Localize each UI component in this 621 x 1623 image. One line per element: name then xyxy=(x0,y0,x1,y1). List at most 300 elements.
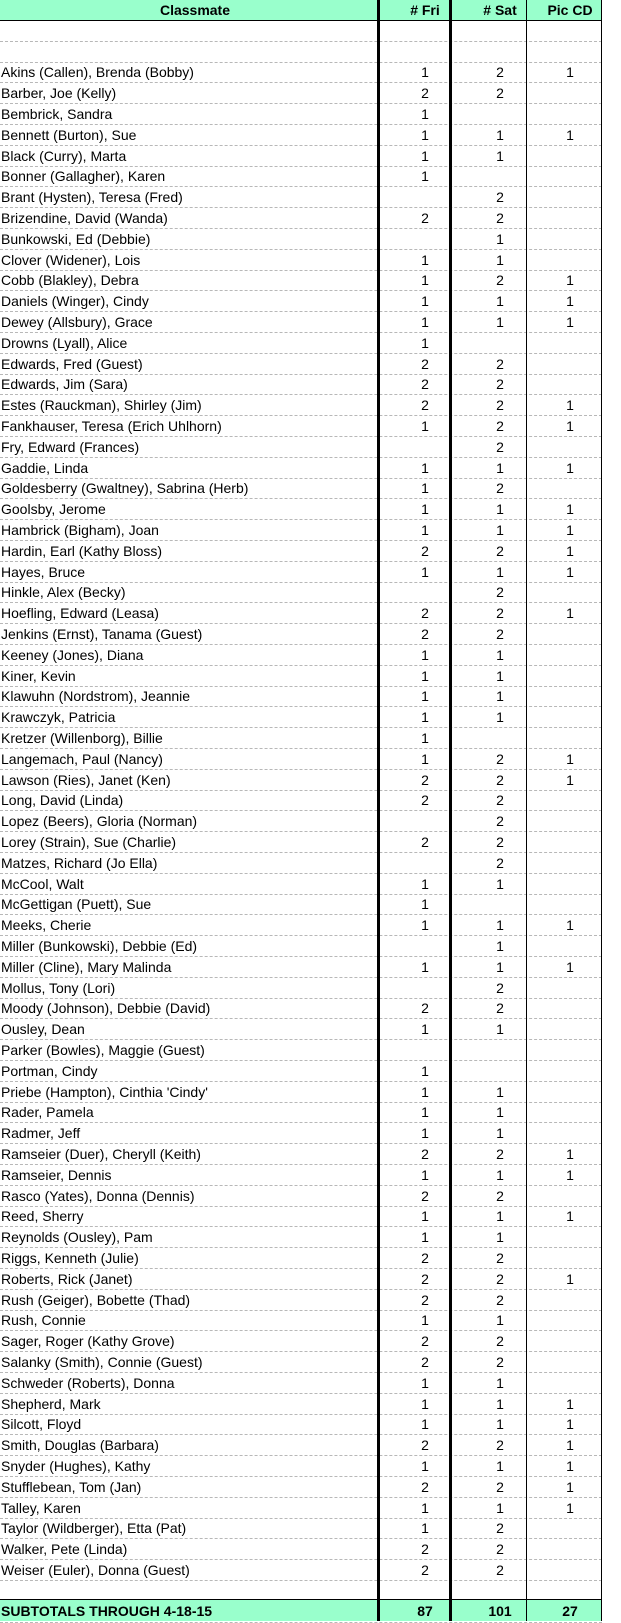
pic-cd-cell[interactable] xyxy=(538,1061,602,1081)
sat-cell[interactable]: 1 xyxy=(496,709,504,726)
pic-cd-cell[interactable] xyxy=(538,146,602,166)
pic-cd-cell[interactable] xyxy=(538,728,602,748)
pic-cd-cell[interactable]: 1 xyxy=(566,1270,574,1287)
pic-cd-cell[interactable] xyxy=(538,1581,602,1601)
name-cell[interactable]: Roberts, Rick (Janet) xyxy=(1,1270,133,1287)
pic-cd-cell[interactable]: 1 xyxy=(566,459,574,476)
pic-cd-cell[interactable] xyxy=(538,375,602,395)
name-cell[interactable]: Kretzer (Willenborg), Billie xyxy=(1,730,163,747)
sat-cell[interactable]: 1 xyxy=(496,646,504,663)
name-cell[interactable]: Keeney (Jones), Diana xyxy=(1,646,144,663)
sat-cell[interactable]: 2 xyxy=(496,85,504,102)
sat-cell[interactable]: 2 xyxy=(496,397,504,414)
fri-cell[interactable]: 1 xyxy=(421,459,429,476)
fri-cell[interactable]: 1 xyxy=(421,896,429,913)
pic-cd-cell[interactable]: 1 xyxy=(566,1458,574,1475)
fri-cell[interactable]: 1 xyxy=(421,147,429,164)
name-cell[interactable]: Krawczyk, Patricia xyxy=(1,709,116,726)
sat-cell[interactable]: 1 xyxy=(496,293,504,310)
name-cell[interactable]: Taylor (Wildberger), Etta (Pat) xyxy=(1,1520,187,1537)
sat-cell[interactable]: 2 xyxy=(496,1187,504,1204)
name-cell[interactable]: Riggs, Kenneth (Julie) xyxy=(1,1250,139,1267)
pic-cd-cell[interactable] xyxy=(538,999,602,1019)
sat-cell[interactable]: 1 xyxy=(496,1499,504,1516)
pic-cd-cell[interactable] xyxy=(538,645,602,665)
name-cell[interactable]: Langemach, Paul (Nancy) xyxy=(1,750,163,767)
table-row xyxy=(0,707,602,728)
name-cell[interactable]: Miller (Bunkowski), Debbie (Ed) xyxy=(1,938,198,955)
table-row xyxy=(0,603,602,624)
sat-cell[interactable]: 1 xyxy=(496,147,504,164)
fri-cell[interactable]: 2 xyxy=(421,85,429,102)
sat-cell[interactable]: 2 xyxy=(496,1478,504,1495)
pic-cd-cell[interactable] xyxy=(538,250,602,270)
pic-cd-cell[interactable]: 1 xyxy=(566,522,574,539)
pic-cd-cell[interactable] xyxy=(538,1519,602,1539)
fri-cell[interactable]: 1 xyxy=(421,251,429,268)
subtotal-pic-cd[interactable]: 27 xyxy=(562,1602,578,1619)
name-cell[interactable]: Bennett (Burton), Sue xyxy=(1,126,137,143)
name-cell[interactable]: Daniels (Winger), Cindy xyxy=(1,293,149,310)
name-cell[interactable]: Hambrick (Bigham), Joan xyxy=(1,522,159,539)
sat-cell[interactable]: 1 xyxy=(496,522,504,539)
sat-cell[interactable]: 2 xyxy=(496,438,504,455)
fri-cell[interactable]: 2 xyxy=(421,605,429,622)
fri-cell[interactable]: 1 xyxy=(421,1208,429,1225)
name-cell[interactable]: Sager, Roger (Kathy Grove) xyxy=(1,1333,175,1350)
sat-cell[interactable]: 2 xyxy=(496,376,504,393)
pic-cd-cell[interactable] xyxy=(538,229,602,249)
sat-cell[interactable]: 2 xyxy=(496,771,504,788)
header-classmate[interactable]: Classmate xyxy=(159,2,231,18)
name-cell[interactable]: Rader, Pamela xyxy=(1,1104,94,1121)
sat-cell[interactable]: 2 xyxy=(496,189,504,206)
sat-cell[interactable]: 2 xyxy=(496,792,504,809)
name-cell[interactable]: Priebe (Hampton), Cinthia 'Cindy' xyxy=(1,1083,208,1100)
pic-cd-cell[interactable]: 1 xyxy=(566,563,574,580)
name-cell[interactable]: Ousley, Dean xyxy=(1,1021,85,1038)
name-cell[interactable]: Snyder (Hughes), Kathy xyxy=(1,1458,151,1475)
name-cell[interactable]: Jenkins (Ernst), Tanama (Guest) xyxy=(1,626,203,643)
pic-cd-cell[interactable]: 1 xyxy=(566,1395,574,1412)
fri-cell[interactable]: 1 xyxy=(421,522,429,539)
sat-cell[interactable]: 1 xyxy=(496,688,504,705)
name-cell[interactable]: Long, David (Linda) xyxy=(1,792,124,809)
name-cell[interactable]: Rasco (Yates), Donna (Dennis) xyxy=(1,1187,195,1204)
fri-cell[interactable]: 1 xyxy=(421,1083,429,1100)
pic-cd-cell[interactable]: 1 xyxy=(566,1437,574,1454)
sat-cell[interactable]: 2 xyxy=(496,584,504,601)
sat-cell[interactable]: 1 xyxy=(496,251,504,268)
fri-cell[interactable]: 1 xyxy=(421,1458,429,1475)
sat-cell[interactable]: 1 xyxy=(496,958,504,975)
name-cell[interactable]: Hayes, Bruce xyxy=(1,563,86,580)
fri-cell[interactable]: 2 xyxy=(421,1562,429,1579)
fri-cell[interactable]: 1 xyxy=(421,334,429,351)
name-cell[interactable] xyxy=(0,42,388,62)
name-cell[interactable]: Akins (Callen), Brenda (Bobby) xyxy=(1,64,194,81)
sat-cell[interactable]: 1 xyxy=(496,126,504,143)
pic-cd-cell[interactable] xyxy=(538,1331,602,1351)
fri-cell[interactable]: 2 xyxy=(421,834,429,851)
fri-cell[interactable]: 1 xyxy=(421,875,429,892)
sat-cell[interactable]: 1 xyxy=(496,1395,504,1412)
fri-cell[interactable]: 2 xyxy=(421,1354,429,1371)
subtotal-fri[interactable]: 87 xyxy=(417,1602,433,1619)
name-cell[interactable]: Cobb (Blakley), Debra xyxy=(1,272,139,289)
name-cell[interactable] xyxy=(0,1581,388,1601)
sat-cell[interactable]: 2 xyxy=(496,210,504,227)
sat-cell[interactable]: 2 xyxy=(496,1562,504,1579)
header-fri[interactable]: # Fri xyxy=(410,2,440,18)
fri-cell[interactable]: 1 xyxy=(421,480,429,497)
pic-cd-cell[interactable]: 1 xyxy=(566,1499,574,1516)
fri-cell[interactable]: 1 xyxy=(421,293,429,310)
pic-cd-cell[interactable] xyxy=(538,437,602,457)
pic-cd-cell[interactable] xyxy=(538,853,602,873)
fri-cell[interactable]: 1 xyxy=(421,958,429,975)
pic-cd-cell[interactable]: 1 xyxy=(566,750,574,767)
name-cell[interactable]: Bunkowski, Ed (Debbie) xyxy=(1,230,151,247)
fri-cell[interactable]: 1 xyxy=(421,1062,429,1079)
sat-cell[interactable]: 2 xyxy=(496,272,504,289)
pic-cd-cell[interactable]: 1 xyxy=(566,771,574,788)
sat-cell[interactable]: 1 xyxy=(496,501,504,518)
pic-cd-cell[interactable] xyxy=(538,42,602,62)
pic-cd-cell[interactable]: 1 xyxy=(566,917,574,934)
fri-cell[interactable]: 1 xyxy=(421,418,429,435)
fri-cell[interactable]: 2 xyxy=(421,771,429,788)
name-cell[interactable]: Klawuhn (Nordstrom), Jeannie xyxy=(1,688,191,705)
fri-cell[interactable]: 1 xyxy=(421,1229,429,1246)
table-row xyxy=(0,749,602,770)
sat-cell[interactable]: 1 xyxy=(496,1125,504,1142)
fri-cell[interactable]: 1 xyxy=(421,1125,429,1142)
name-cell[interactable]: Meeks, Cherie xyxy=(1,917,92,934)
sat-cell[interactable]: 2 xyxy=(496,1541,504,1558)
fri-cell[interactable]: 1 xyxy=(421,126,429,143)
name-cell[interactable]: Rush (Geiger), Bobette (Thad) xyxy=(1,1291,191,1308)
sat-cell[interactable]: 2 xyxy=(496,605,504,622)
fri-cell[interactable]: 1 xyxy=(421,667,429,684)
fri-cell[interactable]: 1 xyxy=(421,64,429,81)
fri-cell[interactable]: 1 xyxy=(421,750,429,767)
sat-cell[interactable]: 1 xyxy=(496,230,504,247)
name-cell[interactable]: Black (Curry), Marta xyxy=(1,147,127,164)
fri-cell[interactable]: 2 xyxy=(421,210,429,227)
fri-cell[interactable]: 1 xyxy=(421,1021,429,1038)
fri-cell[interactable]: 1 xyxy=(421,168,429,185)
sat-cell[interactable]: 2 xyxy=(496,542,504,559)
sat-cell[interactable]: 2 xyxy=(496,1291,504,1308)
fri-cell[interactable]: 1 xyxy=(421,106,429,123)
fri-cell[interactable]: 1 xyxy=(421,272,429,289)
pic-cd-cell[interactable] xyxy=(538,187,602,207)
pic-cd-cell[interactable] xyxy=(538,687,602,707)
header-pic-cd[interactable]: Pic CD xyxy=(547,2,593,18)
pic-cd-cell[interactable]: 1 xyxy=(566,272,574,289)
name-cell[interactable]: Edwards, Fred (Guest) xyxy=(1,355,143,372)
name-cell[interactable]: Stufflebean, Tom (Jan) xyxy=(1,1478,142,1495)
name-cell[interactable] xyxy=(0,21,388,41)
name-cell[interactable]: Matzes, Richard (Jo Ella) xyxy=(1,854,158,871)
sat-cell[interactable]: 2 xyxy=(496,813,504,830)
fri-cell[interactable]: 1 xyxy=(421,917,429,934)
pic-cd-cell[interactable]: 1 xyxy=(566,64,574,81)
fri-cell[interactable]: 1 xyxy=(421,1520,429,1537)
pic-cd-cell[interactable]: 1 xyxy=(566,314,574,331)
name-cell[interactable]: Shepherd, Mark xyxy=(1,1395,101,1412)
fri-cell[interactable]: 2 xyxy=(421,1437,429,1454)
fri-cell[interactable]: 1 xyxy=(421,730,429,747)
pic-cd-cell[interactable] xyxy=(538,1103,602,1123)
fri-cell[interactable]: 1 xyxy=(421,314,429,331)
pic-cd-cell[interactable] xyxy=(538,333,602,353)
sat-cell[interactable]: 2 xyxy=(496,1520,504,1537)
pic-cd-cell[interactable] xyxy=(538,1019,602,1039)
pic-cd-cell[interactable]: 1 xyxy=(566,1416,574,1433)
name-cell[interactable]: Ramseier (Duer), Cheryll (Keith) xyxy=(1,1146,201,1163)
name-cell[interactable]: Edwards, Jim (Sara) xyxy=(1,376,128,393)
name-cell[interactable]: Smith, Douglas (Barbara) xyxy=(1,1437,159,1454)
sat-cell[interactable]: 1 xyxy=(496,1458,504,1475)
fri-cell[interactable]: 2 xyxy=(421,1333,429,1350)
sat-cell[interactable]: 2 xyxy=(496,750,504,767)
fri-cell[interactable]: 2 xyxy=(421,1187,429,1204)
fri-cell[interactable]: 1 xyxy=(421,1395,429,1412)
pic-cd-cell[interactable]: 1 xyxy=(566,293,574,310)
name-cell[interactable]: Drowns (Lyall), Alice xyxy=(1,334,128,351)
name-cell[interactable]: Ramseier, Dennis xyxy=(1,1166,112,1183)
name-cell[interactable]: Lorey (Strain), Sue (Charlie) xyxy=(1,834,177,851)
pic-cd-cell[interactable]: 1 xyxy=(566,958,574,975)
sat-cell[interactable]: 2 xyxy=(496,979,504,996)
pic-cd-cell[interactable]: 1 xyxy=(566,605,574,622)
sat-cell[interactable]: 1 xyxy=(496,1208,504,1225)
pic-cd-cell[interactable]: 1 xyxy=(566,1208,574,1225)
pic-cd-cell[interactable]: 1 xyxy=(566,1166,574,1183)
fri-cell[interactable]: 1 xyxy=(421,688,429,705)
fri-cell[interactable]: 2 xyxy=(421,1541,429,1558)
sat-cell[interactable]: 1 xyxy=(496,1021,504,1038)
name-cell[interactable]: Lopez (Beers), Gloria (Norman) xyxy=(1,813,198,830)
sat-cell[interactable]: 2 xyxy=(496,1000,504,1017)
fri-cell[interactable]: 2 xyxy=(421,626,429,643)
pic-cd-cell[interactable] xyxy=(538,167,602,187)
fri-cell[interactable]: 2 xyxy=(421,542,429,559)
name-cell[interactable]: Moody (Johnson), Debbie (David) xyxy=(1,1000,211,1017)
sat-cell[interactable]: 2 xyxy=(496,854,504,871)
header-sat[interactable]: # Sat xyxy=(483,2,517,18)
pic-cd-cell[interactable] xyxy=(538,936,602,956)
name-cell[interactable]: Schweder (Roberts), Donna xyxy=(1,1374,175,1391)
sat-cell[interactable]: 1 xyxy=(496,1416,504,1433)
name-cell[interactable]: Lawson (Ries), Janet (Ken) xyxy=(1,771,171,788)
sat-cell[interactable]: 1 xyxy=(496,667,504,684)
sat-cell[interactable]: 2 xyxy=(496,1437,504,1454)
pic-cd-cell[interactable] xyxy=(538,1290,602,1310)
pic-cd-cell[interactable] xyxy=(538,895,602,915)
name-cell[interactable]: Miller (Cline), Mary Malinda xyxy=(1,958,172,975)
fri-cell[interactable]: 2 xyxy=(421,397,429,414)
name-cell[interactable]: Gaddie, Linda xyxy=(1,459,89,476)
pic-cd-cell[interactable]: 1 xyxy=(566,418,574,435)
name-cell[interactable]: Brant (Hysten), Teresa (Fred) xyxy=(1,189,183,206)
pic-cd-cell[interactable]: 1 xyxy=(566,542,574,559)
pic-cd-cell[interactable] xyxy=(538,791,602,811)
fri-cell[interactable]: 2 xyxy=(421,1146,429,1163)
fri-cell[interactable]: 2 xyxy=(421,355,429,372)
pic-cd-cell[interactable] xyxy=(538,1539,602,1559)
pic-cd-cell[interactable] xyxy=(538,354,602,374)
sat-cell[interactable]: 2 xyxy=(496,418,504,435)
sat-cell[interactable]: 1 xyxy=(496,938,504,955)
fri-cell[interactable]: 2 xyxy=(421,1270,429,1287)
pic-cd-cell[interactable]: 1 xyxy=(566,501,574,518)
pic-cd-cell[interactable] xyxy=(538,1186,602,1206)
name-cell[interactable]: Hinkle, Alex (Becky) xyxy=(1,584,126,601)
name-cell[interactable]: McCool, Walt xyxy=(1,875,84,892)
name-cell[interactable]: Hoefling, Edward (Leasa) xyxy=(1,605,159,622)
name-cell[interactable]: Barber, Joe (Kelly) xyxy=(1,85,117,102)
sat-cell[interactable]: 1 xyxy=(496,1312,504,1329)
fri-cell[interactable]: 1 xyxy=(421,1499,429,1516)
sat-cell[interactable]: 2 xyxy=(496,1270,504,1287)
fri-cell[interactable]: 1 xyxy=(421,646,429,663)
pic-cd-cell[interactable] xyxy=(538,1082,602,1102)
pic-cd-cell[interactable] xyxy=(538,666,602,686)
pic-cd-cell[interactable] xyxy=(538,1248,602,1268)
name-cell[interactable]: Silcott, Floyd xyxy=(1,1416,82,1433)
name-cell[interactable]: Parker (Bowles), Maggie (Guest) xyxy=(1,1042,205,1059)
fri-cell[interactable]: 2 xyxy=(421,376,429,393)
table-row xyxy=(0,83,602,104)
fri-cell[interactable]: 1 xyxy=(421,1166,429,1183)
pic-cd-cell[interactable] xyxy=(538,583,602,603)
name-cell[interactable]: Hardin, Earl (Kathy Bloss) xyxy=(1,542,163,559)
sat-cell[interactable]: 2 xyxy=(496,626,504,643)
fri-cell[interactable]: 1 xyxy=(421,563,429,580)
sat-cell[interactable]: 1 xyxy=(496,1374,504,1391)
table-row xyxy=(0,915,602,936)
table-row xyxy=(0,895,602,916)
sat-cell[interactable]: 2 xyxy=(496,355,504,372)
name-cell[interactable]: Goolsby, Jerome xyxy=(1,501,106,518)
name-cell[interactable]: Brizendine, David (Wanda) xyxy=(1,210,168,227)
name-cell[interactable]: Rush, Connie xyxy=(1,1312,86,1329)
name-cell[interactable]: Bembrick, Sandra xyxy=(1,106,113,123)
fri-cell[interactable]: 1 xyxy=(421,1374,429,1391)
pic-cd-cell[interactable] xyxy=(538,1123,602,1143)
pic-cd-cell[interactable] xyxy=(538,624,602,644)
pic-cd-cell[interactable] xyxy=(538,1040,602,1060)
name-cell[interactable]: Walker, Pete (Linda) xyxy=(1,1541,128,1558)
sat-cell[interactable]: 2 xyxy=(496,1333,504,1350)
sat-cell[interactable]: 1 xyxy=(496,1104,504,1121)
sat-cell[interactable]: 1 xyxy=(496,1166,504,1183)
fri-cell[interactable]: 1 xyxy=(421,709,429,726)
pic-cd-cell[interactable]: 1 xyxy=(566,1146,574,1163)
sat-cell[interactable]: 1 xyxy=(496,1229,504,1246)
pic-cd-cell[interactable] xyxy=(538,1352,602,1372)
name-cell[interactable]: Radmer, Jeff xyxy=(1,1125,81,1142)
pic-cd-cell[interactable] xyxy=(538,811,602,831)
sat-cell[interactable]: 1 xyxy=(496,917,504,934)
fri-cell[interactable]: 2 xyxy=(421,1000,429,1017)
fri-cell[interactable]: 2 xyxy=(421,792,429,809)
name-cell[interactable]: Portman, Cindy xyxy=(1,1062,98,1079)
pic-cd-cell[interactable] xyxy=(538,978,602,998)
column-divider-sat xyxy=(449,0,452,1621)
sat-cell[interactable]: 2 xyxy=(496,1250,504,1267)
pic-cd-cell[interactable] xyxy=(538,83,602,103)
fri-cell[interactable]: 2 xyxy=(421,1250,429,1267)
name-cell[interactable]: Fry, Edward (Frances) xyxy=(1,438,140,455)
fri-cell[interactable]: 1 xyxy=(421,1416,429,1433)
name-cell[interactable]: Reed, Sherry xyxy=(1,1208,84,1225)
name-cell[interactable]: Fankhauser, Teresa (Erich Uhlhorn) xyxy=(1,418,222,435)
pic-cd-cell[interactable] xyxy=(538,707,602,727)
pic-cd-cell[interactable] xyxy=(538,479,602,499)
pic-cd-cell[interactable] xyxy=(538,832,602,852)
name-cell[interactable]: Salanky (Smith), Connie (Guest) xyxy=(1,1354,203,1371)
fri-cell[interactable]: 2 xyxy=(421,1291,429,1308)
subtotal-sat[interactable]: 101 xyxy=(488,1602,512,1619)
sat-cell[interactable]: 2 xyxy=(496,64,504,81)
fri-cell[interactable]: 1 xyxy=(421,501,429,518)
pic-cd-cell[interactable] xyxy=(538,104,602,124)
sat-cell[interactable]: 2 xyxy=(496,480,504,497)
pic-cd-cell[interactable] xyxy=(538,1560,602,1580)
name-cell[interactable]: Dewey (Allsbury), Grace xyxy=(1,314,153,331)
fri-cell[interactable]: 1 xyxy=(421,1312,429,1329)
pic-cd-cell[interactable]: 1 xyxy=(566,126,574,143)
pic-cd-cell[interactable] xyxy=(538,874,602,894)
pic-cd-cell[interactable]: 1 xyxy=(566,397,574,414)
sat-cell[interactable]: 1 xyxy=(496,1083,504,1100)
sat-cell[interactable]: 2 xyxy=(496,834,504,851)
name-cell[interactable]: Reynolds (Ousley), Pam xyxy=(1,1229,153,1246)
table-row xyxy=(0,728,602,749)
name-cell[interactable]: Mollus, Tony (Lori) xyxy=(1,979,116,996)
name-cell[interactable]: Goldesberry (Gwaltney), Sabrina (Herb) xyxy=(1,480,249,497)
table-row xyxy=(0,229,602,250)
name-cell[interactable]: Weiser (Euler), Donna (Guest) xyxy=(1,1562,190,1579)
name-cell[interactable]: Clover (Widener), Lois xyxy=(1,251,141,268)
subtotal-label[interactable]: SUBTOTALS THROUGH 4-18-15 xyxy=(1,1602,213,1619)
sat-cell[interactable]: 1 xyxy=(496,459,504,476)
sat-cell[interactable]: 2 xyxy=(496,1146,504,1163)
sat-cell[interactable]: 1 xyxy=(496,875,504,892)
pic-cd-cell[interactable] xyxy=(538,1373,602,1393)
pic-cd-cell[interactable] xyxy=(538,208,602,228)
name-cell[interactable]: McGettigan (Puett), Sue xyxy=(1,896,152,913)
name-cell[interactable]: Estes (Rauckman), Shirley (Jim) xyxy=(1,397,202,414)
sat-cell[interactable]: 1 xyxy=(496,314,504,331)
sat-cell[interactable]: 2 xyxy=(496,1354,504,1371)
fri-cell[interactable]: 2 xyxy=(421,1478,429,1495)
pic-cd-cell[interactable] xyxy=(538,1227,602,1247)
pic-cd-cell[interactable]: 1 xyxy=(566,1478,574,1495)
name-cell[interactable]: Bonner (Gallagher), Karen xyxy=(1,168,166,185)
sat-cell[interactable]: 1 xyxy=(496,563,504,580)
name-cell[interactable]: Talley, Karen xyxy=(1,1499,81,1516)
pic-cd-cell[interactable] xyxy=(538,21,602,41)
table-row xyxy=(0,583,602,604)
name-cell[interactable]: Kiner, Kevin xyxy=(1,667,76,684)
pic-cd-cell[interactable] xyxy=(538,1311,602,1331)
fri-cell[interactable]: 1 xyxy=(421,1104,429,1121)
